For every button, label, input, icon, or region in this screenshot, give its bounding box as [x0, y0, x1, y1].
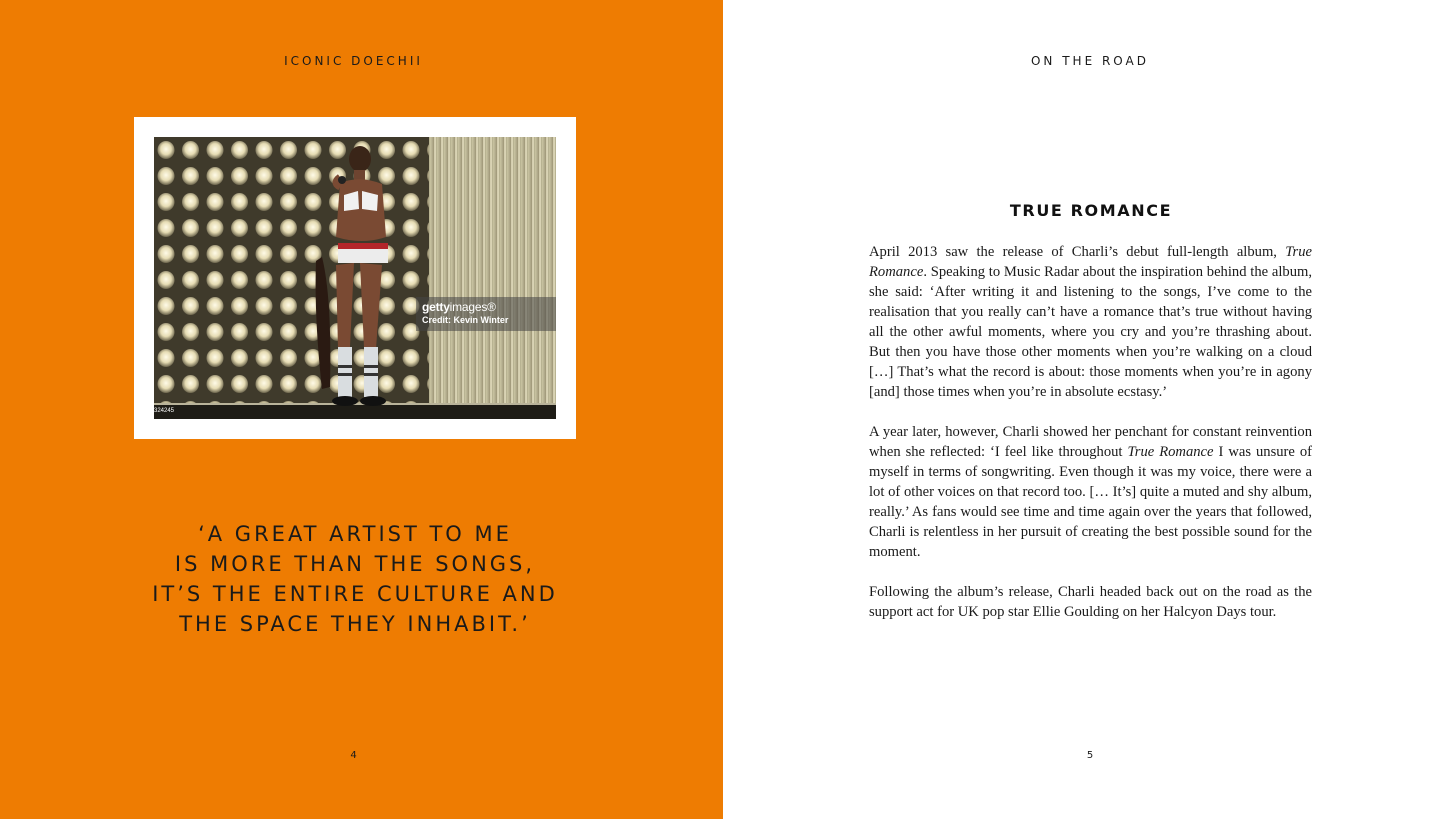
watermark-brand: gettyimages®	[422, 300, 496, 314]
article-paragraph	[869, 582, 1312, 622]
stage-illustration	[154, 137, 556, 419]
photo-id: 324245	[154, 408, 175, 414]
article-paragraph	[869, 242, 1312, 402]
album-title-italic: True Romance	[1127, 444, 1214, 460]
album-title-italic: True Romance	[869, 244, 1312, 280]
running-head-left: ICONIC DOECHII	[284, 54, 423, 68]
article-body	[869, 242, 1312, 642]
pull-quote-line: ‘A GREAT ARTIST TO ME	[198, 522, 512, 546]
pull-quote	[100, 519, 610, 639]
paragraph-text: I was unsure of myself in terms of songwriting. Even though it was my voice, there were a lot of other voices on that record too. [… It’s] quite a muted and shy album, really.’ As fans would see time and time again over the years that followed, Charli is relentless in her pursuit of creating the best possible sound for the moment.	[869, 444, 1313, 560]
performer-photo	[154, 137, 556, 419]
article-title: TRUE ROMANCE	[1009, 201, 1173, 220]
article-paragraph	[869, 422, 1312, 562]
photo-credit: Credit: Kevin Winter	[422, 315, 509, 325]
photo-frame	[134, 117, 576, 439]
pull-quote-line: IS MORE THAN THE SONGS,	[174, 552, 536, 576]
right-page	[723, 0, 1445, 819]
page-number-left: 4	[350, 750, 357, 761]
pull-quote-line: IT’S THE ENTIRE CULTURE AND	[152, 582, 558, 606]
paragraph-text: . Speaking to Music Radar about the inspiration behind the album, she said: ‘After writing it and listening to the songs, I’ve come to the realisation that you really can’t have a romance that’s true without having all the other awful moments, where you cry and you’re thrashing about. But then you have those other moments when you’re walking on a cloud […] That’s what the record is about: those moments when you’re in agony [and] those times when you’re in absolute ecstasy.’	[869, 264, 1312, 400]
getty-watermark	[416, 297, 556, 331]
pull-quote-line: THE SPACE THEY INHABIT.’	[179, 612, 531, 636]
paragraph-text: April 2013 saw the release of Charli’s debut full-length album,	[869, 244, 1286, 260]
paragraph-text: Following the album’s release, Charli headed back out on the road as the support act for UK pop star Ellie Goulding on her Halcyon Days tour.	[869, 584, 1312, 620]
paragraph-text: A year later, however, Charli showed her penchant for constant reinvention when she reflected: ‘I feel like throughout	[869, 424, 1312, 460]
running-head-right: ON THE ROAD	[1030, 54, 1149, 68]
page-number-right: 5	[1086, 750, 1094, 761]
